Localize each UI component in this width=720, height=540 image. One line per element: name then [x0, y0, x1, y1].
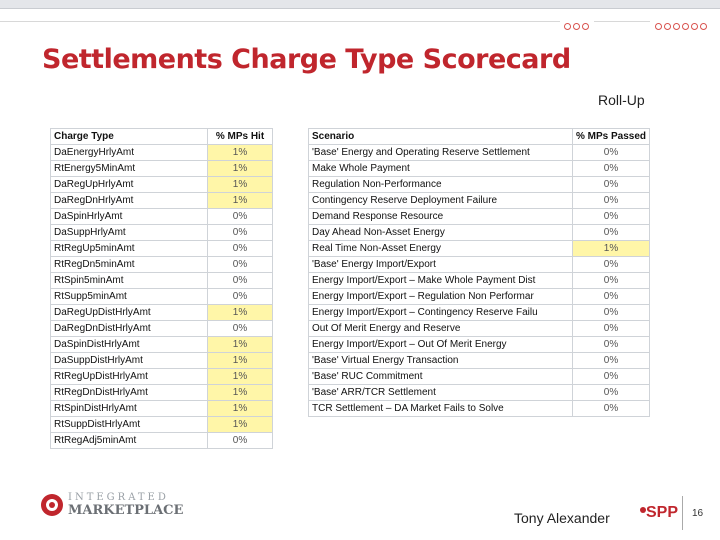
row-percent: 0% [573, 305, 650, 321]
slide-title: Settlements Charge Type Scorecard [42, 44, 571, 75]
table-row [309, 353, 650, 369]
row-label: Contingency Reserve Deployment Failure [309, 193, 573, 209]
header-dots-icon [564, 17, 591, 25]
table-row [51, 337, 273, 353]
table-row [51, 145, 273, 161]
row-label: Demand Response Resource [309, 209, 573, 225]
table-row [51, 257, 273, 273]
row-percent: 1% [208, 305, 273, 321]
header-dots-icon [655, 17, 709, 25]
column-header: Scenario [309, 129, 573, 145]
table-row [309, 337, 650, 353]
header-rule [0, 8, 720, 9]
row-percent: 1% [208, 145, 273, 161]
row-percent: 1% [208, 369, 273, 385]
table-row [309, 369, 650, 385]
row-percent: 0% [573, 369, 650, 385]
row-percent: 0% [573, 321, 650, 337]
row-label: Energy Import/Export – Contingency Reserve Failu [309, 305, 573, 321]
table-row [51, 273, 273, 289]
table-row [51, 417, 273, 433]
row-label: 'Base' ARR/TCR Settlement [309, 385, 573, 401]
row-label: RtRegDnDistHrlyAmt [51, 385, 208, 401]
row-percent: 1% [208, 337, 273, 353]
logo-text-top: INTEGRATED [68, 492, 169, 503]
row-percent: 1% [208, 353, 273, 369]
table-header-row [51, 129, 273, 145]
scenario-table [308, 128, 650, 417]
row-label: 'Base' Energy Import/Export [309, 257, 573, 273]
logo-text-bottom: MARKETPLACE [68, 503, 184, 518]
row-label: 'Base' Energy and Operating Reserve Settlement [309, 145, 573, 161]
row-label: DaRegDnDistHrlyAmt [51, 321, 208, 337]
row-percent: 1% [208, 193, 273, 209]
table-row [51, 161, 273, 177]
row-label: Energy Import/Export – Out Of Merit Energy [309, 337, 573, 353]
row-percent: 0% [573, 161, 650, 177]
row-percent: 1% [208, 177, 273, 193]
row-percent: 0% [208, 241, 273, 257]
row-percent: 0% [573, 353, 650, 369]
table-row [51, 369, 273, 385]
slide-subtitle: Roll-Up [598, 92, 645, 108]
row-percent: 1% [208, 417, 273, 433]
row-label: TCR Settlement – DA Market Fails to Solve [309, 401, 573, 417]
row-label: DaRegDnHrlyAmt [51, 193, 208, 209]
marketplace-seal-icon [40, 493, 64, 517]
row-percent: 0% [208, 273, 273, 289]
row-label: RtSuppDistHrlyAmt [51, 417, 208, 433]
page-number: 16 [692, 508, 704, 519]
row-percent: 0% [208, 257, 273, 273]
table-row [51, 321, 273, 337]
row-percent: 0% [573, 289, 650, 305]
row-label: 'Base' RUC Commitment [309, 369, 573, 385]
row-percent: 0% [208, 225, 273, 241]
table-row [309, 209, 650, 225]
table-row [309, 193, 650, 209]
row-label: Energy Import/Export – Regulation Non Performar [309, 289, 573, 305]
row-label: Regulation Non-Performance [309, 177, 573, 193]
presenter-name: Tony Alexander [514, 510, 610, 526]
integrated-marketplace-logo [40, 487, 210, 523]
row-percent: 0% [573, 225, 650, 241]
spp-logo [638, 503, 679, 529]
row-label: RtSupp5minAmt [51, 289, 208, 305]
row-label: RtRegAdj5minAmt [51, 433, 208, 449]
table-row [309, 289, 650, 305]
table-row [309, 161, 650, 177]
header-band [0, 0, 720, 8]
table-row [51, 385, 273, 401]
charge-type-table [50, 128, 273, 449]
table-row [309, 305, 650, 321]
row-label: Energy Import/Export – Make Whole Payment Dist [309, 273, 573, 289]
header-divider-left [0, 21, 560, 22]
row-percent: 0% [573, 257, 650, 273]
row-percent: 0% [573, 401, 650, 417]
row-percent: 0% [573, 209, 650, 225]
table-row [51, 305, 273, 321]
row-label: RtRegUp5minAmt [51, 241, 208, 257]
row-percent: 1% [573, 241, 650, 257]
table-row [51, 401, 273, 417]
row-label: DaEnergyHrlyAmt [51, 145, 208, 161]
table-row [309, 257, 650, 273]
row-label: DaRegUpHrlyAmt [51, 177, 208, 193]
row-label: DaSuppHrlyAmt [51, 225, 208, 241]
row-percent: 0% [573, 273, 650, 289]
table-row [309, 145, 650, 161]
table-row [51, 177, 273, 193]
table-row [309, 177, 650, 193]
table-row [51, 209, 273, 225]
table-row [309, 321, 650, 337]
row-label: DaSuppDistHrlyAmt [51, 353, 208, 369]
row-label: RtRegDn5minAmt [51, 257, 208, 273]
row-percent: 1% [208, 385, 273, 401]
row-percent: 0% [208, 321, 273, 337]
row-percent: 0% [573, 337, 650, 353]
row-label: DaSpinDistHrlyAmt [51, 337, 208, 353]
row-percent: 0% [573, 193, 650, 209]
table-row [309, 401, 650, 417]
table-row [51, 193, 273, 209]
row-percent: 0% [208, 289, 273, 305]
table-row [51, 433, 273, 449]
row-percent: 1% [208, 401, 273, 417]
row-percent: 1% [208, 161, 273, 177]
column-header: % MPs Hit [208, 129, 273, 145]
row-percent: 0% [573, 385, 650, 401]
spp-logo-text: SPP [646, 504, 679, 521]
table-row [309, 385, 650, 401]
table-row [51, 289, 273, 305]
table-row [51, 225, 273, 241]
table-row [51, 353, 273, 369]
row-label: RtEnergy5MinAmt [51, 161, 208, 177]
table-row [309, 225, 650, 241]
row-label: DaSpinHrlyAmt [51, 209, 208, 225]
row-percent: 0% [573, 177, 650, 193]
row-percent: 0% [208, 209, 273, 225]
footer-divider [682, 496, 683, 530]
row-label: DaRegUpDistHrlyAmt [51, 305, 208, 321]
table-row [309, 241, 650, 257]
row-percent: 0% [208, 433, 273, 449]
table-row [309, 273, 650, 289]
row-label: RtRegUpDistHrlyAmt [51, 369, 208, 385]
row-label: 'Base' Virtual Energy Transaction [309, 353, 573, 369]
row-label: Out Of Merit Energy and Reserve [309, 321, 573, 337]
row-label: Day Ahead Non-Asset Energy [309, 225, 573, 241]
row-label: Real Time Non-Asset Energy [309, 241, 573, 257]
row-percent: 0% [573, 145, 650, 161]
row-label: Make Whole Payment [309, 161, 573, 177]
column-header: Charge Type [51, 129, 208, 145]
row-label: RtSpinDistHrlyAmt [51, 401, 208, 417]
column-header: % MPs Passed [573, 129, 650, 145]
row-label: RtSpin5minAmt [51, 273, 208, 289]
table-row [51, 241, 273, 257]
header-divider-middle [594, 21, 650, 22]
table-header-row [309, 129, 650, 145]
